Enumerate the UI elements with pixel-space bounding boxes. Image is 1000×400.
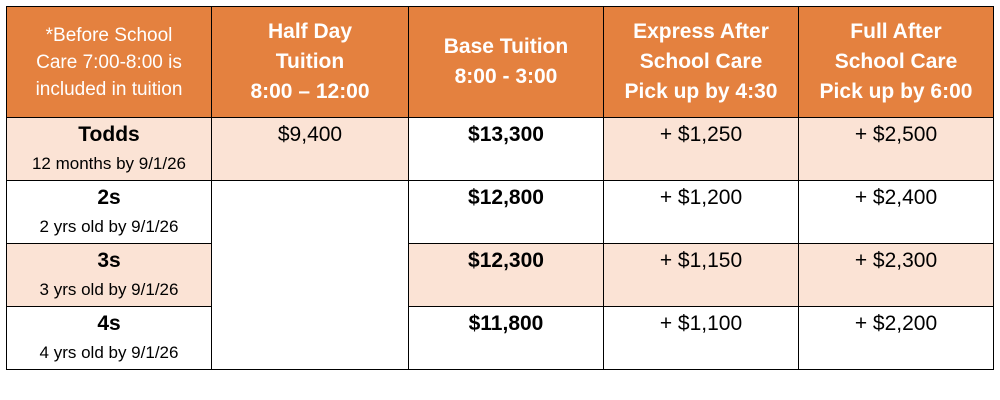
base-tuition-price: $11,800: [468, 312, 544, 335]
table-row-2s: [7, 181, 994, 244]
express-price: + $1,250: [659, 123, 743, 146]
base-tuition-price: $13,300: [468, 123, 544, 146]
full-cell: [799, 118, 994, 181]
base-tuition-cell: [409, 118, 604, 181]
header-line: School Care: [639, 50, 763, 73]
grade-label: Todds: [78, 123, 140, 146]
express-cell: [604, 118, 799, 181]
full-price: + $2,400: [854, 186, 938, 209]
base-tuition-cell: [409, 307, 604, 370]
before-school-note-header: [7, 7, 212, 118]
grade-cell: [7, 307, 212, 370]
full-after-school-header: [799, 7, 994, 118]
header-line: Care 7:00-8:00 is: [36, 51, 182, 73]
express-price: + $1,150: [659, 249, 743, 272]
table-row-3s: [7, 244, 994, 307]
age-requirement: 4 yrs old by 9/1/26: [39, 343, 179, 362]
header-line: 8:00 – 12:00: [250, 80, 370, 103]
grade-label: 2s: [97, 186, 121, 209]
age-requirement: 3 yrs old by 9/1/26: [39, 280, 179, 299]
header-line: Pick up by 4:30: [624, 80, 778, 103]
age-requirement: 12 months by 9/1/26: [31, 154, 187, 173]
header-line: 8:00 - 3:00: [454, 65, 558, 88]
base-tuition-price: $12,800: [468, 186, 544, 209]
header-line: included in tuition: [35, 78, 183, 100]
grade-cell: [7, 181, 212, 244]
full-cell: [799, 307, 994, 370]
grade-cell: [7, 244, 212, 307]
table-row-4s: [7, 307, 994, 370]
express-after-school-header: [604, 7, 799, 118]
half-day-empty-cell: [212, 181, 409, 370]
base-tuition-price: $12,300: [468, 249, 544, 272]
express-cell: [604, 181, 799, 244]
express-price: + $1,200: [659, 186, 743, 209]
full-price: + $2,200: [854, 312, 938, 335]
base-tuition-cell: [409, 244, 604, 307]
full-price: + $2,500: [854, 123, 938, 146]
grade-label: 4s: [97, 312, 121, 335]
header-line: Base Tuition: [443, 35, 569, 58]
base-tuition-cell: [409, 181, 604, 244]
express-cell: [604, 307, 799, 370]
full-price: + $2,300: [854, 249, 938, 272]
table-header-row: [7, 7, 994, 118]
half-day-cell: [212, 118, 409, 181]
table-row-todds: [7, 118, 994, 181]
header-line: Tuition: [275, 50, 345, 73]
tuition-table: [6, 6, 994, 370]
full-cell: [799, 181, 994, 244]
half-day-price: $9,400: [277, 123, 343, 146]
grade-cell: [7, 118, 212, 181]
grade-label: 3s: [97, 249, 121, 272]
full-cell: [799, 244, 994, 307]
express-price: + $1,100: [659, 312, 743, 335]
half-day-tuition-header: [212, 7, 409, 118]
header-line: School Care: [834, 50, 958, 73]
header-line: Half Day: [267, 20, 353, 43]
header-line: Pick up by 6:00: [819, 80, 973, 103]
base-tuition-header: [409, 7, 604, 118]
header-line: Express After: [633, 20, 769, 43]
header-line: Full After: [850, 20, 942, 43]
age-requirement: 2 yrs old by 9/1/26: [39, 217, 179, 236]
header-line: *Before School: [45, 24, 173, 46]
express-cell: [604, 244, 799, 307]
